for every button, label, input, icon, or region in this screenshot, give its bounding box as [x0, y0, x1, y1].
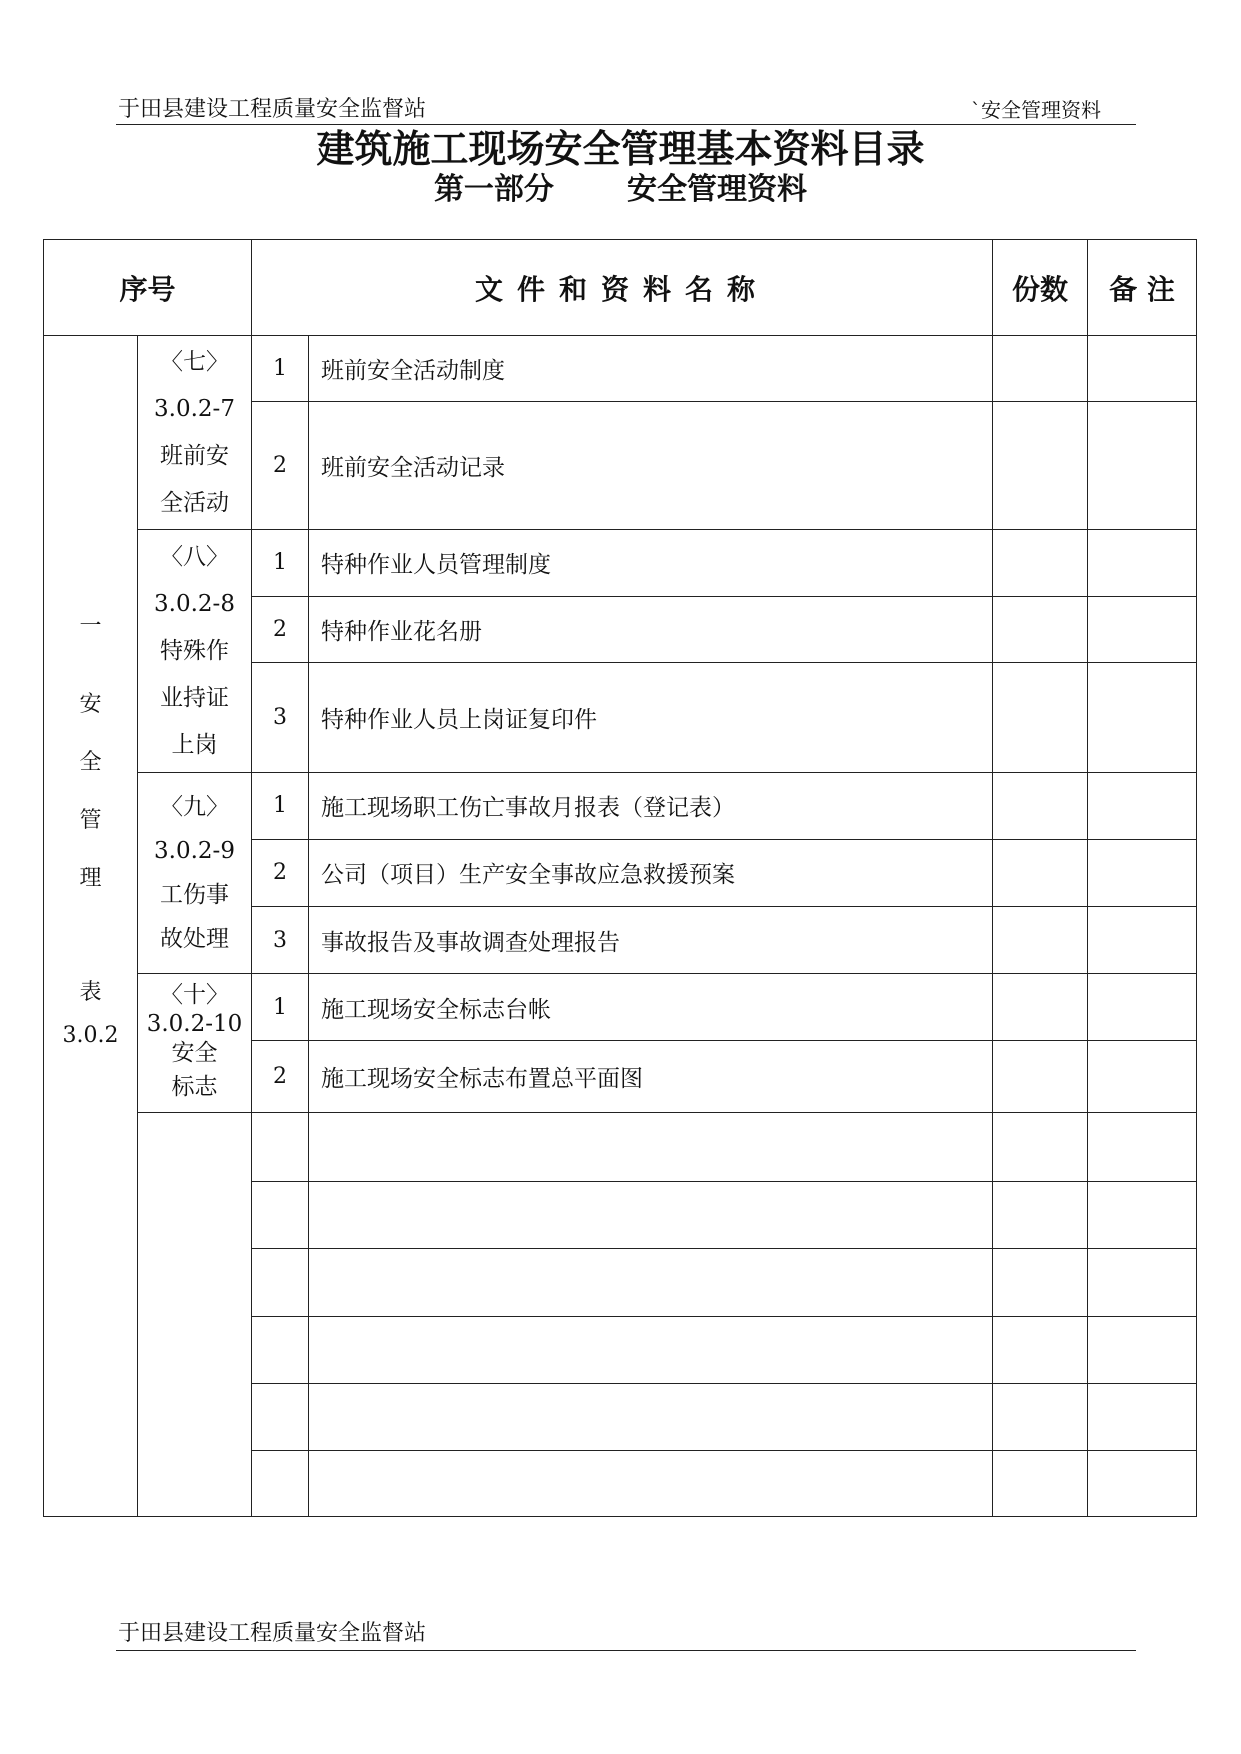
empty-row	[44, 1113, 1197, 1182]
item-name: 施工现场安全标志台帐	[309, 974, 993, 1041]
empty-cell	[252, 1383, 309, 1450]
table-row	[44, 530, 1197, 596]
header-section-label: `安全管理资料	[971, 98, 1101, 122]
empty-cell	[309, 1113, 993, 1182]
empty-cell	[993, 1182, 1088, 1249]
copies-cell	[993, 772, 1088, 839]
section-title: 上岗	[171, 731, 218, 758]
item-number: 2	[252, 839, 309, 906]
section-title: 特殊作	[160, 637, 229, 664]
item-number: 2	[252, 402, 309, 530]
copies-cell	[993, 906, 1088, 973]
header-copies: 份数	[993, 240, 1088, 336]
empty-cell	[993, 1316, 1088, 1383]
document-title: 建筑施工现场安全管理基本资料目录	[316, 127, 925, 171]
item-number: 1	[252, 772, 309, 839]
copies-cell	[993, 530, 1088, 596]
table-header-row	[44, 240, 1197, 336]
section-code: 3.0.2-9	[154, 837, 235, 864]
contents-table	[43, 239, 1197, 1517]
empty-section-cell	[138, 1113, 252, 1517]
section-number: 〈九〉	[160, 793, 229, 820]
remarks-cell	[1088, 772, 1197, 839]
section-cell-9	[138, 772, 252, 973]
item-name: 施工现场安全标志布置总平面图	[309, 1041, 993, 1113]
footer-organization: 于田县建设工程质量安全监督站	[118, 1621, 427, 1646]
empty-cell	[309, 1450, 993, 1516]
remarks-cell	[1088, 662, 1197, 772]
empty-cell	[993, 1383, 1088, 1450]
remarks-cell	[1088, 906, 1197, 973]
remarks-cell	[1088, 402, 1197, 530]
copies-cell	[993, 402, 1088, 530]
header-seq: 序号	[44, 240, 252, 336]
empty-cell	[309, 1316, 993, 1383]
section-number: 〈七〉	[160, 348, 229, 375]
document-subtitle: 第一部分 安全管理资料	[433, 172, 808, 207]
item-name: 特种作业花名册	[309, 596, 993, 662]
header-organization: 于田县建设工程质量安全监督站	[118, 97, 427, 122]
empty-cell	[309, 1383, 993, 1450]
item-number: 1	[252, 530, 309, 596]
item-number: 1	[252, 336, 309, 402]
empty-cell	[252, 1113, 309, 1182]
section-number: 〈八〉	[160, 543, 229, 570]
section-cell-7	[138, 336, 252, 530]
category-label: 全	[79, 750, 102, 776]
copies-cell	[993, 974, 1088, 1041]
remarks-cell	[1088, 596, 1197, 662]
empty-cell	[252, 1316, 309, 1383]
section-title: 班前安	[160, 442, 229, 469]
copies-cell	[993, 662, 1088, 772]
section-number: 〈十〉	[160, 981, 229, 1008]
remarks-cell	[1088, 530, 1197, 596]
item-number: 3	[252, 662, 309, 772]
empty-cell	[993, 1113, 1088, 1182]
item-name: 特种作业人员上岗证复印件	[309, 662, 993, 772]
empty-cell	[1088, 1316, 1197, 1383]
item-name: 公司（项目）生产安全事故应急救援预案	[309, 839, 993, 906]
item-number: 3	[252, 906, 309, 973]
copies-cell	[993, 1041, 1088, 1113]
empty-cell	[993, 1450, 1088, 1516]
item-name: 班前安全活动制度	[309, 336, 993, 402]
table-row	[44, 772, 1197, 839]
category-cell	[44, 336, 138, 1517]
section-title: 工伤事	[160, 881, 229, 908]
item-number: 2	[252, 1041, 309, 1113]
empty-cell	[309, 1249, 993, 1316]
section-title: 全活动	[160, 489, 229, 516]
section-cell-8	[138, 530, 252, 772]
section-code: 3.0.2-8	[154, 590, 235, 617]
empty-cell	[252, 1450, 309, 1516]
category-label: 理	[79, 866, 102, 892]
category-label: 表	[79, 980, 102, 1006]
section-cell-10	[138, 974, 252, 1113]
remarks-cell	[1088, 974, 1197, 1041]
item-number: 2	[252, 596, 309, 662]
copies-cell	[993, 596, 1088, 662]
section-title: 业持证	[160, 684, 229, 711]
section-title: 安全	[171, 1039, 218, 1066]
copies-cell	[993, 336, 1088, 402]
section-title: 标志	[171, 1073, 218, 1100]
item-name: 班前安全活动记录	[309, 402, 993, 530]
category-label: 管	[79, 808, 102, 834]
header-name: 文件和资料名称	[252, 240, 993, 336]
empty-cell	[993, 1249, 1088, 1316]
item-name: 事故报告及事故调查处理报告	[309, 906, 993, 973]
item-name: 施工现场职工伤亡事故月报表（登记表）	[309, 772, 993, 839]
empty-cell	[1088, 1249, 1197, 1316]
category-code: 3.0.2	[62, 1023, 119, 1049]
footer-divider	[116, 1650, 1136, 1651]
empty-cell	[1088, 1182, 1197, 1249]
item-number: 1	[252, 974, 309, 1041]
remarks-cell	[1088, 1041, 1197, 1113]
item-name: 特种作业人员管理制度	[309, 530, 993, 596]
empty-cell	[1088, 1383, 1197, 1450]
empty-cell	[1088, 1113, 1197, 1182]
remarks-cell	[1088, 839, 1197, 906]
empty-cell	[252, 1182, 309, 1249]
section-code: 3.0.2-10	[146, 1010, 243, 1037]
header-remarks: 备 注	[1088, 240, 1197, 336]
category-label: 一	[79, 614, 102, 640]
section-title: 故处理	[160, 925, 229, 952]
remarks-cell	[1088, 336, 1197, 402]
table-row	[44, 974, 1197, 1041]
empty-cell	[1088, 1450, 1197, 1516]
empty-cell	[252, 1249, 309, 1316]
table-row	[44, 336, 1197, 402]
empty-cell	[309, 1182, 993, 1249]
copies-cell	[993, 839, 1088, 906]
section-code: 3.0.2-7	[154, 395, 235, 422]
category-label: 安	[79, 692, 102, 718]
